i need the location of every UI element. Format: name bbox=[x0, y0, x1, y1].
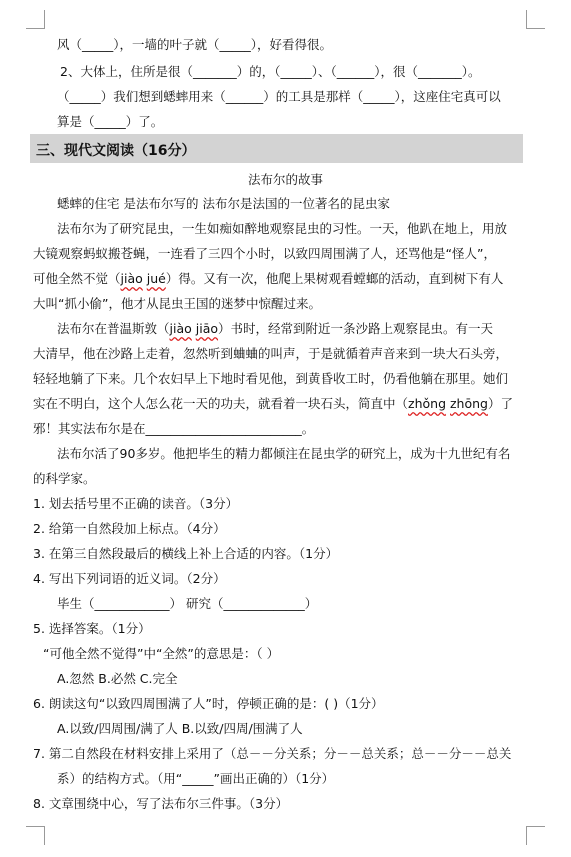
passage-line bbox=[33, 396, 513, 412]
question-6: 6. 朗读这句“以致四周围满了人”时，停顿正确的是：( )（1分） bbox=[33, 696, 384, 711]
passage-line bbox=[33, 271, 503, 287]
question-5-prompt: “可他全然不觉得”中“全然”的意思是：（ ） bbox=[43, 646, 280, 661]
passage-text: 可他全然不觉（ bbox=[33, 271, 121, 286]
passage-line: 大叫“抓小偷”，他才从昆虫王国的迷梦中惊醒过来。 bbox=[33, 296, 321, 311]
question-4-blanks: 毕生（____________） 研究（_____________） bbox=[57, 596, 318, 611]
passage-line: 大镜观察蚂蚁搬苍蝇，一连看了三四个小时，以致四周围满了人，还骂他是“怪人”， bbox=[33, 246, 496, 261]
passage-text: ）书时，经常到附近一条沙路上观察昆虫。有一天 bbox=[218, 321, 494, 336]
text-line: 风（_____），一墙的叶子就（_____），好看得很。 bbox=[57, 37, 333, 52]
question-7-cont: 系）的结构方式。（用“_____”画出正确的）（1分） bbox=[57, 771, 335, 786]
passage-line bbox=[57, 321, 493, 337]
question-5-options: A.忽然 B.必然 C.完全 bbox=[57, 671, 178, 686]
passage-line: 法布尔活了90多岁。他把毕生的精力都倾注在昆虫学的研究上，成为十九世纪有名 bbox=[57, 446, 511, 461]
pinyin-option: jiào bbox=[169, 321, 192, 336]
question-7: 7. 第二自然段在材料安排上采用了（总－－分关系；分－－总关系；总－－分－－总关 bbox=[33, 746, 512, 761]
section-header bbox=[30, 134, 523, 163]
passage-text: ）了 bbox=[488, 396, 514, 411]
section-header-title: 三、现代文阅读（16分） bbox=[36, 143, 196, 159]
passage-line: 的科学家。 bbox=[33, 471, 96, 486]
pinyin-option: jué bbox=[146, 271, 166, 286]
question-5: 5. 选择答案。（1分） bbox=[33, 621, 151, 636]
pinyin-option: zhǒng bbox=[408, 396, 447, 411]
question-1: 1. 划去括号里不正确的读音。（3分） bbox=[33, 496, 239, 511]
question-6-options: A.以致/四周围/满了人 B.以致/四周/围满了人 bbox=[57, 721, 303, 736]
passage-text: 实在不明白，这个人怎么花一天的功夫，就看着一块石头，简直中（ bbox=[33, 396, 409, 411]
passage-line: 大清早，他在沙路上走着，忽然听到蛐蛐的叫声，于是就循着声音来到一块大石头旁， bbox=[33, 346, 509, 361]
page-corner-mark bbox=[526, 826, 545, 845]
pinyin-option: jiào bbox=[120, 271, 143, 286]
passage-title: 法布尔的故事 bbox=[247, 172, 323, 187]
text-line: 2、大体上，住所是很（_______）的，（_____）、（______），很（_______）。 bbox=[60, 64, 481, 79]
passage-text: 法布尔在普温斯敦（ bbox=[57, 321, 170, 336]
question-4: 4. 写出下列词语的近义词。（2分） bbox=[33, 571, 226, 586]
pinyin-option: zhōng bbox=[450, 396, 488, 411]
page-corner-mark bbox=[526, 10, 545, 29]
question-2: 2. 给第一自然段加上标点。（4分） bbox=[33, 521, 226, 536]
text-line: （_____）我们想到蟋蟀用来（______）的工具是那样（_____），这座住宅真可以 bbox=[57, 89, 501, 104]
passage-text: ）得。又有一次，他爬上果树观看螳螂的活动，直到树下有人 bbox=[165, 271, 504, 286]
page-corner-mark bbox=[26, 10, 45, 29]
passage-line: 蟋蟀的住宅 是法布尔写的 法布尔是法国的一位著名的昆虫家 bbox=[57, 196, 390, 211]
passage-line: 轻轻地躺了下来。几个农妇早上下地时看见他，到黄昏收工时，仍看他躺在那里。她们 bbox=[33, 371, 509, 386]
page-corner-mark bbox=[26, 826, 45, 845]
passage-line: 法布尔为了研究昆虫，一生如痴如醉地观察昆虫的习性。一天，他趴在地上，用放 bbox=[57, 221, 508, 236]
question-3: 3. 在第三自然段最后的横线上补上合适的内容。（1分） bbox=[33, 546, 339, 561]
text-line: 算是（_____）了。 bbox=[57, 114, 164, 129]
pinyin-option: jiāo bbox=[195, 321, 219, 336]
passage-line: 邪！其实法布尔是在_________________________。 bbox=[33, 421, 315, 436]
question-8: 8. 文章围绕中心，写了法布尔三件事。（3分） bbox=[33, 796, 289, 811]
